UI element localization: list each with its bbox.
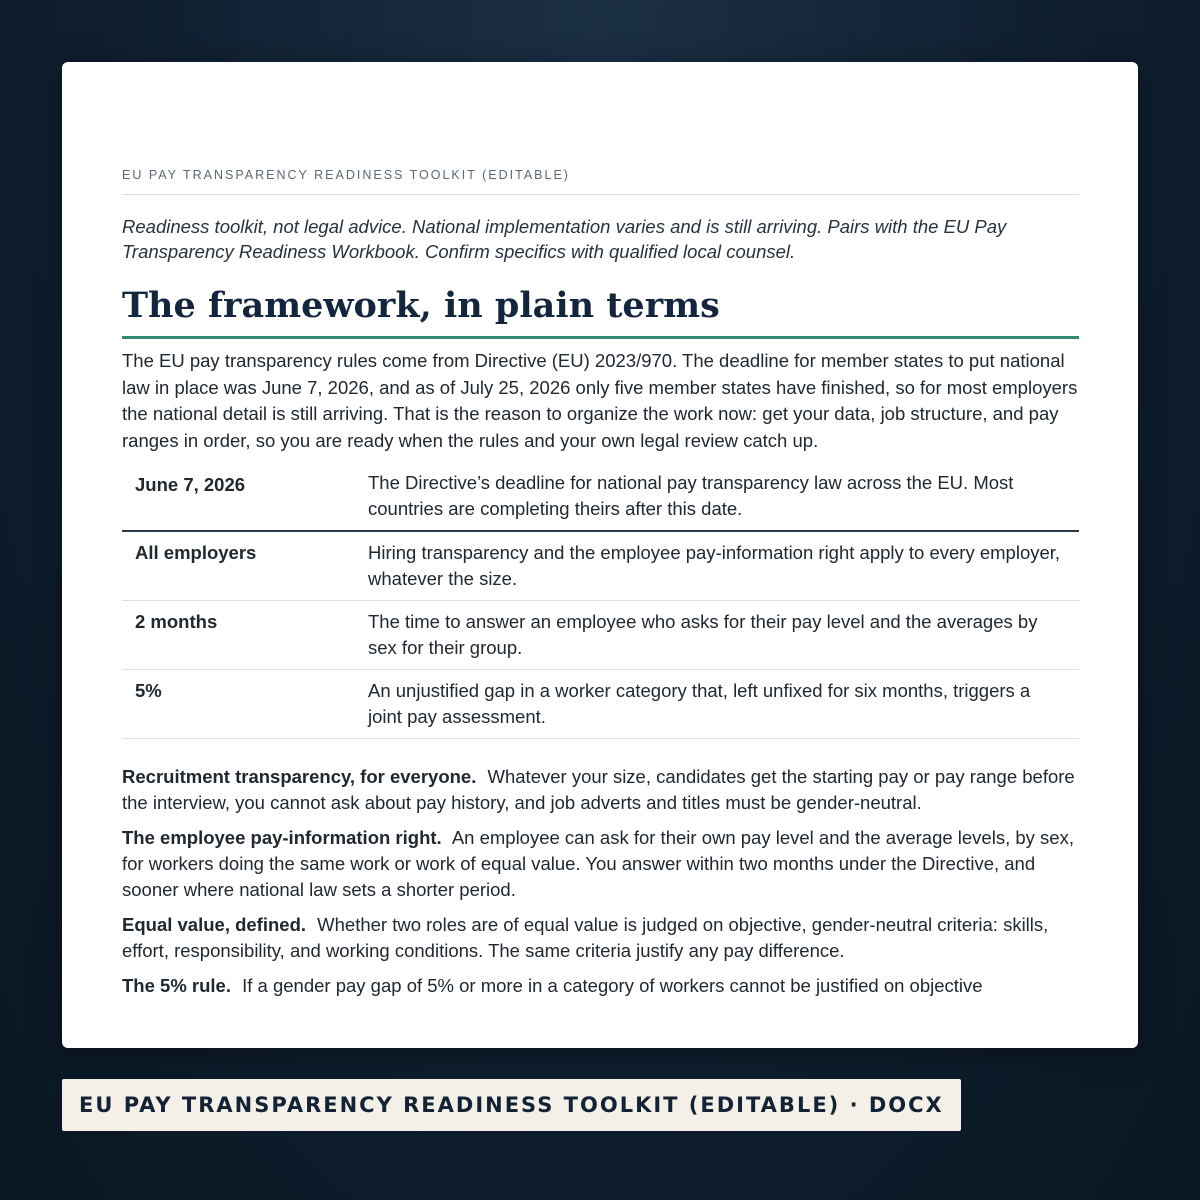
paragraph-text: An employee can ask for their own pay level and the average levels, by sex, for workers doing the same work or work of equal value. You answer within two months under the Directive, and sooner where national law sets a shorter period. — [122, 827, 1074, 900]
body-paragraphs — [122, 764, 1084, 1008]
paragraph-lead: Recruitment transparency, for everyone. — [122, 766, 477, 787]
fact-row — [122, 531, 1079, 601]
fact-row — [122, 466, 1079, 531]
paragraph-text: Whatever your size, candidates get the starting pay or pay range before the interview, you cannot ask about pay history, and job adverts and titles must be gender-neutral. — [122, 766, 1075, 813]
body-paragraph — [122, 764, 1084, 816]
paragraph-text: Whether two roles are of equal value is judged on objective, gender-neutral criteria: skills, effort, responsibility, and working conditions. The same criteria justify any pay difference. — [122, 914, 1049, 961]
fact-value: The time to answer an employee who asks for their pay level and the averages by sex for their group. — [355, 601, 1079, 670]
fact-key: All employers — [122, 531, 355, 601]
paragraph-lead: The 5% rule. — [122, 975, 231, 996]
fact-value: The Directive’s deadline for national pay transparency law across the EU. Most countries are completing theirs after this date. — [355, 466, 1079, 531]
paragraph-lead: Equal value, defined. — [122, 914, 307, 935]
paragraph-lead: The employee pay-information right. — [122, 827, 442, 848]
intro-paragraph: The EU pay transparency rules come from Directive (EU) 2023/970. The deadline for member states to put national law in place was June 7, 2026, and as of July 25, 2026 only five member states have finished, so for most employers the national detail is still arriving. That is the reason to organize the work now: get your data, job structure, and pay ranges in order, so you are ready when the rules and your own legal review catch up. — [122, 350, 1078, 451]
document-page — [62, 62, 1138, 1048]
fact-key: 5% — [122, 670, 355, 739]
fact-value: An unjustified gap in a worker category that, left unfixed for six months, triggers a joint pay assessment. — [355, 670, 1079, 739]
fact-row — [122, 670, 1079, 739]
key-facts-table — [122, 466, 1079, 739]
running-head: EU PAY TRANSPARENCY READINESS TOOLKIT (EDITABLE) — [122, 168, 1079, 195]
fact-key: June 7, 2026 — [122, 466, 355, 531]
section-heading: The framework, in plain terms — [122, 282, 1079, 339]
fact-key: 2 months — [122, 601, 355, 670]
file-caption-badge: EU PAY TRANSPARENCY READINESS TOOLKIT (EDITABLE) · DOCX — [62, 1079, 961, 1131]
disclaimer: Readiness toolkit, not legal advice. National implementation varies and is still arriving. Pairs with the EU Pay Transparency Readiness Workbook. Confirm specifics with qualified local counsel. — [122, 216, 1007, 262]
body-paragraph — [122, 973, 1084, 999]
fact-row — [122, 601, 1079, 670]
paragraph-text: If a gender pay gap of 5% or more in a category of workers cannot be justified on objective — [242, 975, 983, 996]
body-paragraph — [122, 912, 1084, 964]
body-paragraph — [122, 825, 1084, 903]
fact-value: Hiring transparency and the employee pay-information right apply to every employer, whatever the size. — [355, 531, 1079, 601]
